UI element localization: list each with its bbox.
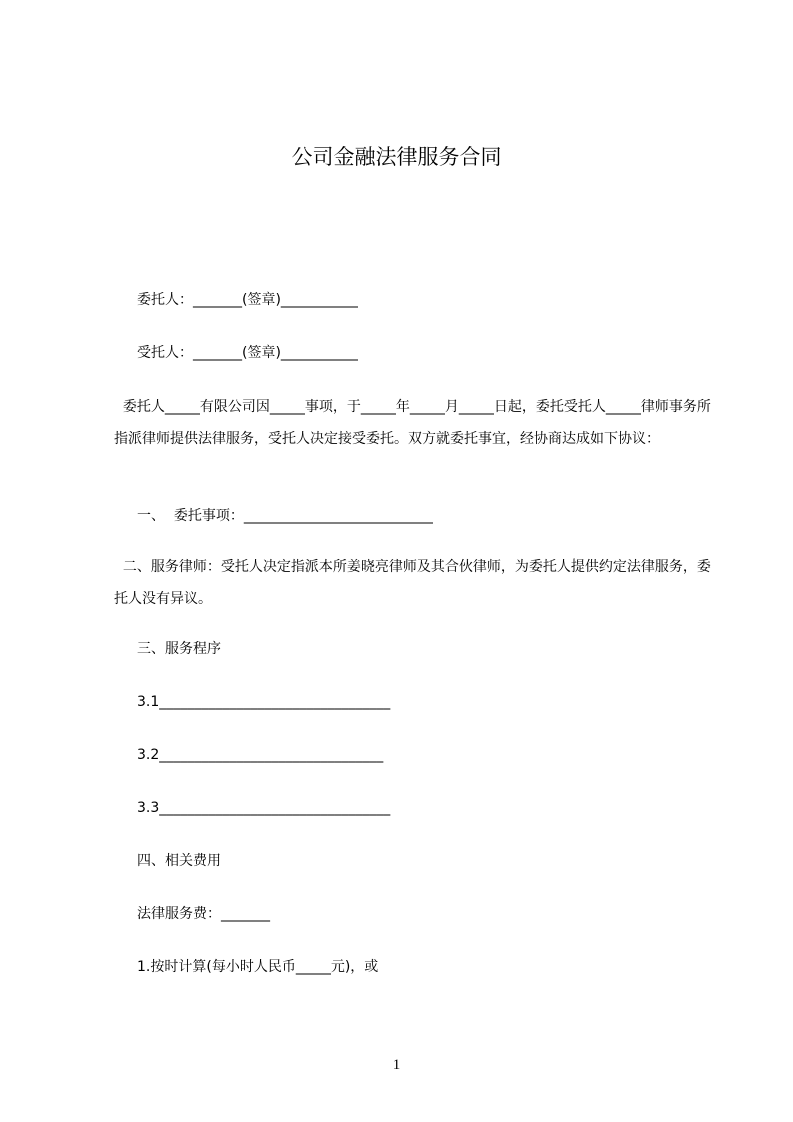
section-4-heading: 四、相关费用 — [137, 853, 221, 869]
page-number: 1 — [392, 1057, 401, 1073]
intro-paragraph: 委托人_____有限公司因_____事项，于_____年_____月_____日起，委托受托人_____律师事务所指派律师提供法律服务，受托人决定接受委托。双方就委托事宜，经协商达成如下协议： — [114, 399, 711, 447]
item-3-2: 3.2________________________________ — [137, 747, 384, 763]
legal-service-fee-line: 法律服务费：_______ — [137, 906, 270, 922]
section-2-service-lawyer: 二、服务律师：受托人决定指派本所姜晓亮律师及其合伙律师，为委托人提供约定法律服务，委托人没有异议。 — [114, 559, 711, 607]
document-title: 公司金融法律服务合同 — [291, 145, 502, 169]
item-3-1: 3.1_________________________________ — [137, 694, 391, 710]
fee-option-1: 1.按时计算(每小时人民币_____元)，或 — [137, 959, 379, 975]
section-1-entrusted-matters: 一、 委托事项：___________________________ — [137, 508, 433, 524]
item-3-3: 3.3_________________________________ — [137, 800, 391, 816]
principal-signature-line: 委托人：_______(签章)___________ — [137, 292, 358, 308]
agent-signature-line: 受托人：_______(签章)___________ — [137, 345, 358, 361]
section-3-heading: 三、服务程序 — [137, 641, 221, 657]
